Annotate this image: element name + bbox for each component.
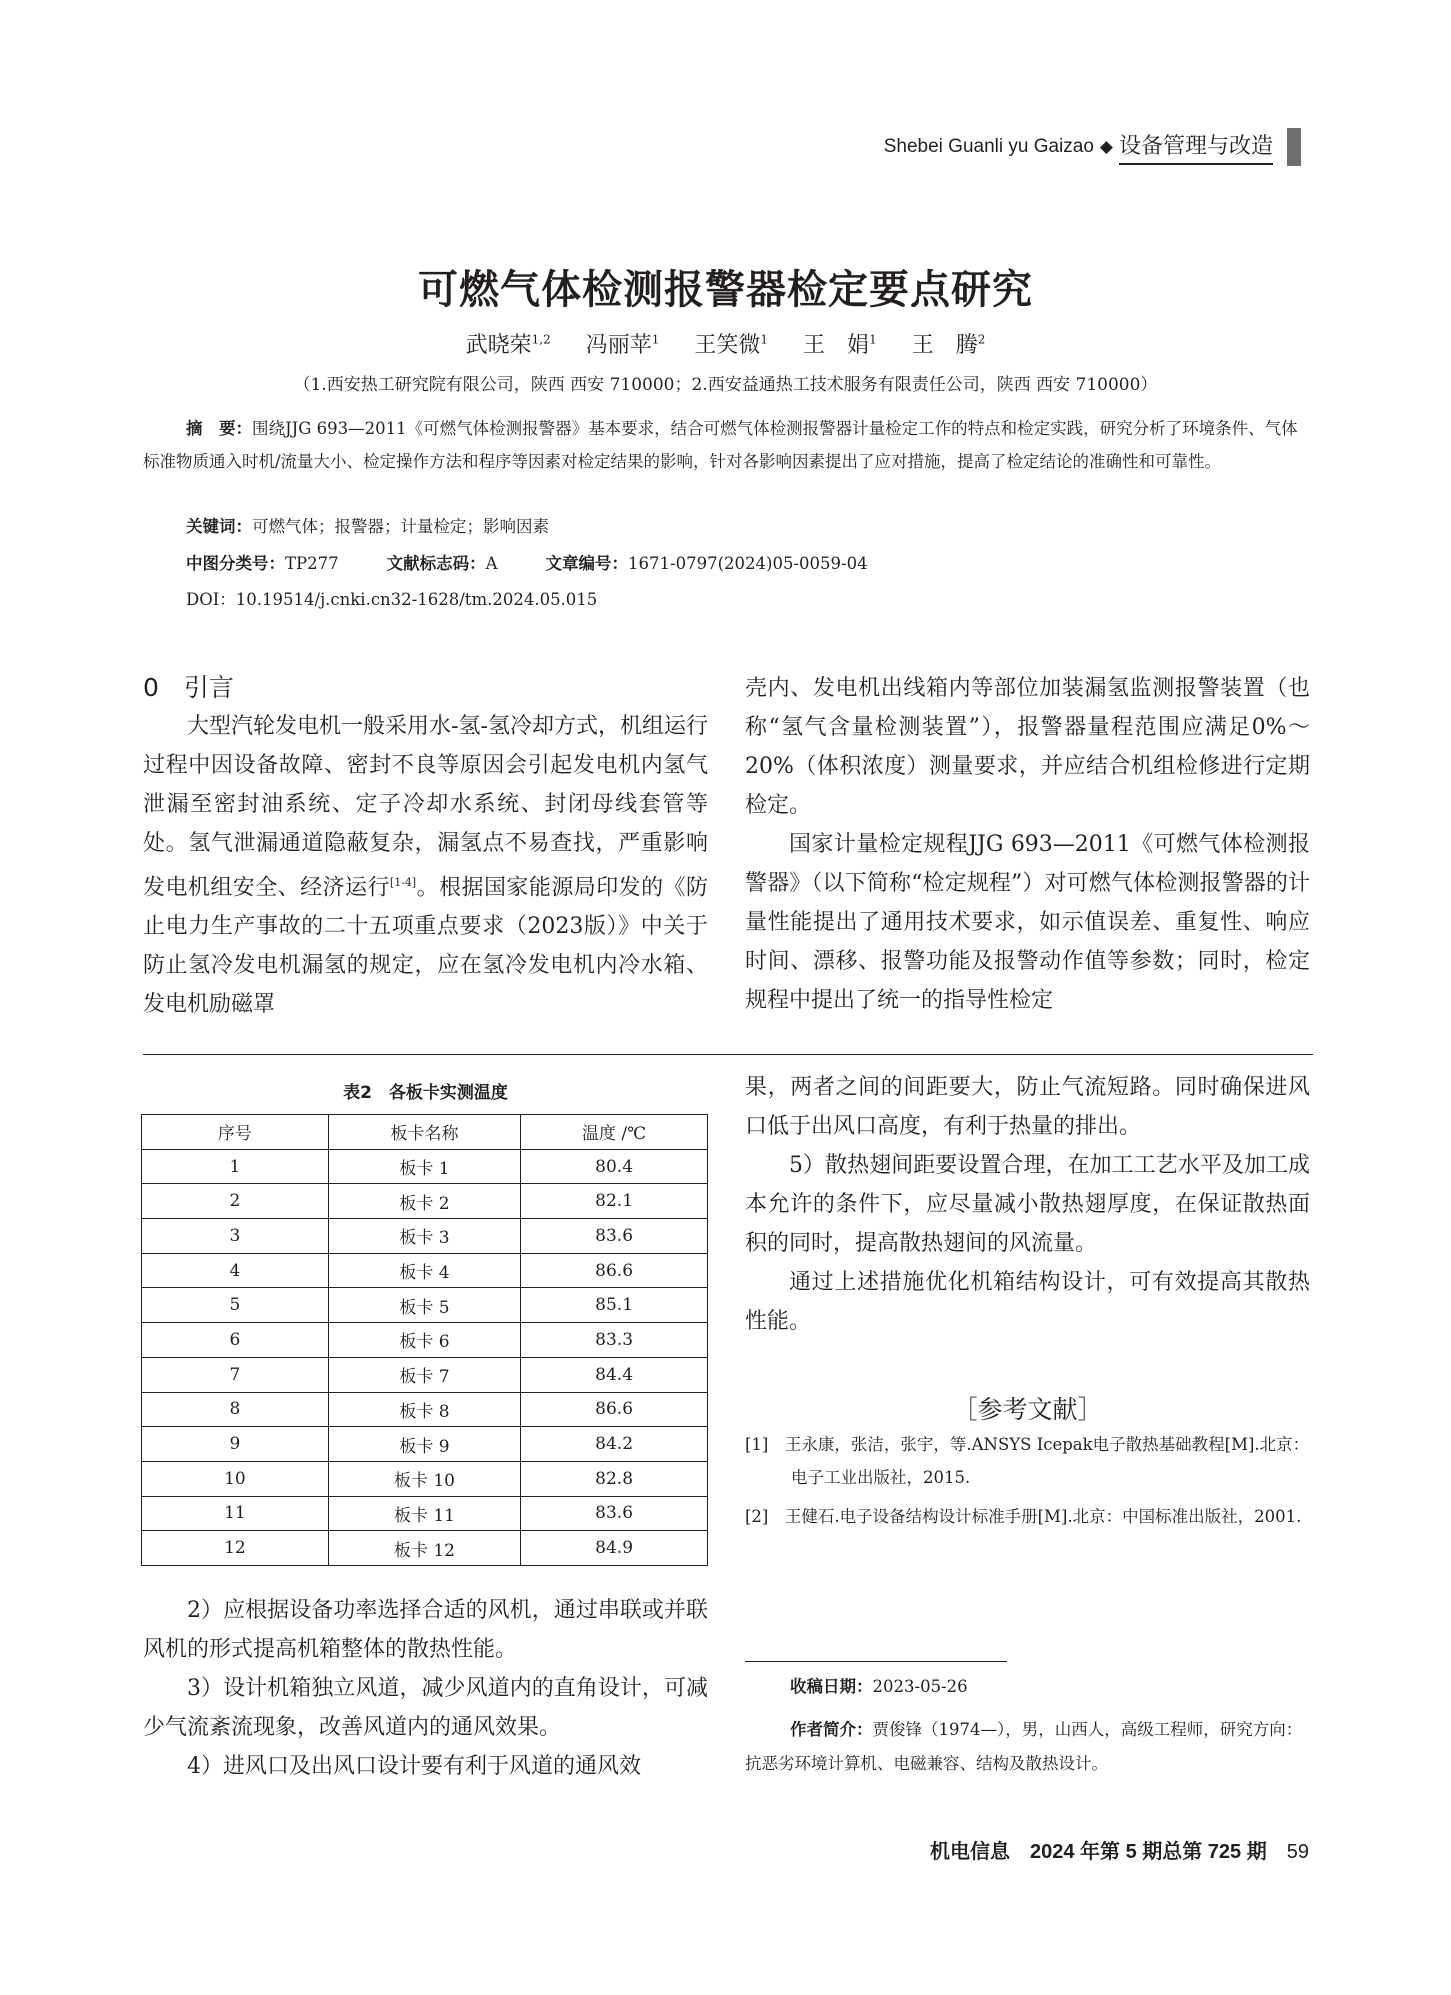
page-number: 59: [1286, 1841, 1309, 1863]
paragraph: 果，两者之间的间距要大，防止气流短路。同时确保进风口低于出风口高度，有利于热量的排出。: [745, 1075, 1310, 1139]
table-cell: 板卡 5: [328, 1288, 520, 1323]
document-code: 文献标志码：A: [386, 554, 498, 573]
table-row: [142, 1253, 708, 1288]
paragraph: 2）应根据设备功率选择合适的风机，通过串联或并联风机的形式提高机箱整体的散热性能。: [143, 1598, 708, 1662]
table-cell: 10: [142, 1461, 329, 1496]
footnote-rule: [745, 1661, 1007, 1662]
references-heading: ［参考文献］: [952, 1395, 1103, 1424]
abstract: [143, 412, 1313, 478]
table-cell: 6: [142, 1323, 329, 1358]
page-footer: [930, 1835, 1309, 1864]
table-row: [142, 1357, 708, 1392]
table-cell: 板卡 4: [328, 1253, 520, 1288]
table-row: [142, 1392, 708, 1427]
table-cell: 80.4: [521, 1149, 708, 1184]
table-row: [142, 1323, 708, 1358]
table-row: [142, 1427, 708, 1462]
article-number: 文章编号：1671-0797(2024)05-0059-04: [545, 554, 868, 573]
table-cell: 5: [142, 1288, 329, 1323]
right-column-upper: [745, 669, 1310, 1020]
table-cell: 板卡 10: [328, 1461, 520, 1496]
diamond-icon: ◆: [1099, 137, 1113, 156]
table-cell: 85.1: [521, 1288, 708, 1323]
table-cell: 板卡 3: [328, 1219, 520, 1254]
table-row: [142, 1496, 708, 1531]
abstract-label: 摘 要：: [186, 419, 252, 438]
table-row: [142, 1149, 708, 1184]
table-cell: 86.6: [521, 1392, 708, 1427]
running-head: [884, 128, 1301, 166]
table-cell: 板卡 9: [328, 1427, 520, 1462]
keywords: 关键词：可燃气体；报警器；计量检定；影响因素: [186, 517, 549, 536]
data-table: [141, 1114, 708, 1566]
author: 王 娟$^1$: [803, 332, 877, 358]
paragraph: 4）进风口及出风口设计要有利于风道的通风效: [187, 1754, 641, 1779]
table-cell: 2: [142, 1184, 329, 1219]
table-cell: 83.6: [521, 1219, 708, 1254]
table-cell: 1: [142, 1149, 329, 1184]
table-cell: 84.2: [521, 1427, 708, 1462]
right-column-lower: [745, 1068, 1310, 1341]
table-cell: 8: [142, 1392, 329, 1427]
paragraph: 壳内、发电机出线箱内等部位加装漏氢监测报警装置（也称“氢气含量检测装置”），报警器量程范围应满足0%～20%（体积浓度）测量要求，并应结合机组检修进行定期检定。: [745, 676, 1310, 818]
table-caption: 表2 各板卡实测温度: [343, 1083, 508, 1103]
table-cell: 12: [142, 1531, 329, 1566]
table-cell: 板卡 1: [328, 1149, 520, 1184]
table-row: [142, 1184, 708, 1219]
table-cell: 11: [142, 1496, 329, 1531]
classification-number: 中图分类号：TP277: [186, 554, 339, 573]
running-head-chinese: 设备管理与改造: [1119, 129, 1273, 165]
table-row: [142, 1461, 708, 1496]
section-heading: 0 引言: [143, 673, 234, 702]
paragraph: 3）设计机箱独立风道，减少风道内的直角设计，可减少气流紊流现象，改善风道内的通风效果。: [143, 1676, 708, 1740]
author: 王笑微$^1$: [694, 332, 769, 358]
table-cell: 82.1: [521, 1184, 708, 1219]
received-date: 收稿日期：2023-05-26: [790, 1677, 968, 1696]
doi: DOI：10.19514/j.cnki.cn32-1628/tm.2024.05.015: [186, 590, 598, 609]
table-cell: 板卡 7: [328, 1357, 520, 1392]
table-cell: 83.6: [521, 1496, 708, 1531]
divider: [143, 1054, 1313, 1055]
table-cell: 9: [142, 1427, 329, 1462]
author: 王 腾$^2$: [911, 332, 986, 358]
reference-item: [2] 王健石.电子设备结构设计标准手册[M].北京：中国标准出版社，2001.: [745, 1507, 1302, 1526]
author: 武晓荣$^{1,2}$: [465, 332, 551, 358]
author-list: [0, 328, 1451, 359]
table-header-row: 序号 板卡名称 温度 /℃: [142, 1115, 708, 1150]
intro-paragraph: 大型汽轮发电机一般采用水-氢-氢冷却方式，机组运行过程中因设备故障、密封不良等原因会引起发电机内氢气泄漏至密封油系统、定子冷却水系统、封闭母线套管等处。氢气泄漏通道隐蔽复杂，漏氢点不易查找，严重影响发电机组安全、经济运行[1-4]。根据国家能源局印发的《防止电力生产事故的二十五项重点要求（2023版）》中关于防止氢冷发电机漏氢的规定，应在氢冷发电机内冷水箱、发电机励磁罩: [143, 714, 708, 1018]
table-row: [142, 1219, 708, 1254]
author: 冯丽苹$^1$: [585, 332, 660, 358]
table-row: [142, 1288, 708, 1323]
table-cell: 板卡 11: [328, 1496, 520, 1531]
running-head-latin: Shebei Guanli yu Gaizao: [883, 136, 1094, 157]
table-cell: 板卡 12: [328, 1531, 520, 1566]
paper-title: 可燃气体检测报警器检定要点研究: [418, 267, 1033, 313]
left-column-lower: [143, 1591, 708, 1786]
table-cell: 板卡 6: [328, 1323, 520, 1358]
running-head-bar: [1287, 128, 1301, 166]
paragraph: 通过上述措施优化机箱结构设计，可有效提高其散热性能。: [745, 1270, 1310, 1334]
table-cell: 84.4: [521, 1357, 708, 1392]
table-cell: 3: [142, 1219, 329, 1254]
reference-item: [1] 王永康，张洁，张宇，等.ANSYS Icepak电子散热基础教程[M].北京：电子工业出版社，2015.: [745, 1435, 1310, 1487]
paragraph: 国家计量检定规程JJG 693—2011《可燃气体检测报警器》（以下简称“检定规程”）对可燃气体检测报警器的计量性能提出了通用技术要求，如示值误差、重复性、响应时间、漂移、报警功能及报警动作值等参数；同时，检定规程中提出了统一的指导性检定: [745, 832, 1310, 1013]
classification-line: [186, 550, 868, 574]
table-cell: 板卡 8: [328, 1392, 520, 1427]
table-cell: 板卡 2: [328, 1184, 520, 1219]
paragraph: 5）散热翅间距要设置合理，在加工工艺水平及加工成本允许的条件下，应尽量减小散热翅厚度，在保证散热面积的同时，提高散热翅间的风流量。: [745, 1153, 1310, 1256]
table-cell: 7: [142, 1357, 329, 1392]
journal-issue: 机电信息 2024 年第 5 期总第 725 期: [929, 1841, 1267, 1863]
table-cell: 4: [142, 1253, 329, 1288]
table-cell: 84.9: [521, 1531, 708, 1566]
author-bio: 作者简介：贾俊锋（1974—），男，山西人，高级工程师，研究方向：抗恶劣环境计算机、电磁兼容、结构及散热设计。: [745, 1720, 1303, 1773]
affiliation: （1.西安热工研究院有限公司，陕西 西安 710000；2.西安益通热工技术服务有限责任公司，陕西 西安 710000）: [293, 375, 1158, 395]
table-cell: 82.8: [521, 1461, 708, 1496]
table-row: [142, 1531, 708, 1566]
table-cell: 86.6: [521, 1253, 708, 1288]
abstract-text: 围绕JJG 693—2011《可燃气体检测报警器》基本要求，结合可燃气体检测报警器计量检定工作的特点和检定实践，研究分析了环境条件、气体标准物质通入时机/流量大小、检定操作方法和程序等因素对检定结果的影响，针对各影响因素提出了应对措施，提高了检定结论的准确性和可靠性。: [143, 419, 1298, 471]
table-cell: 83.3: [521, 1323, 708, 1358]
